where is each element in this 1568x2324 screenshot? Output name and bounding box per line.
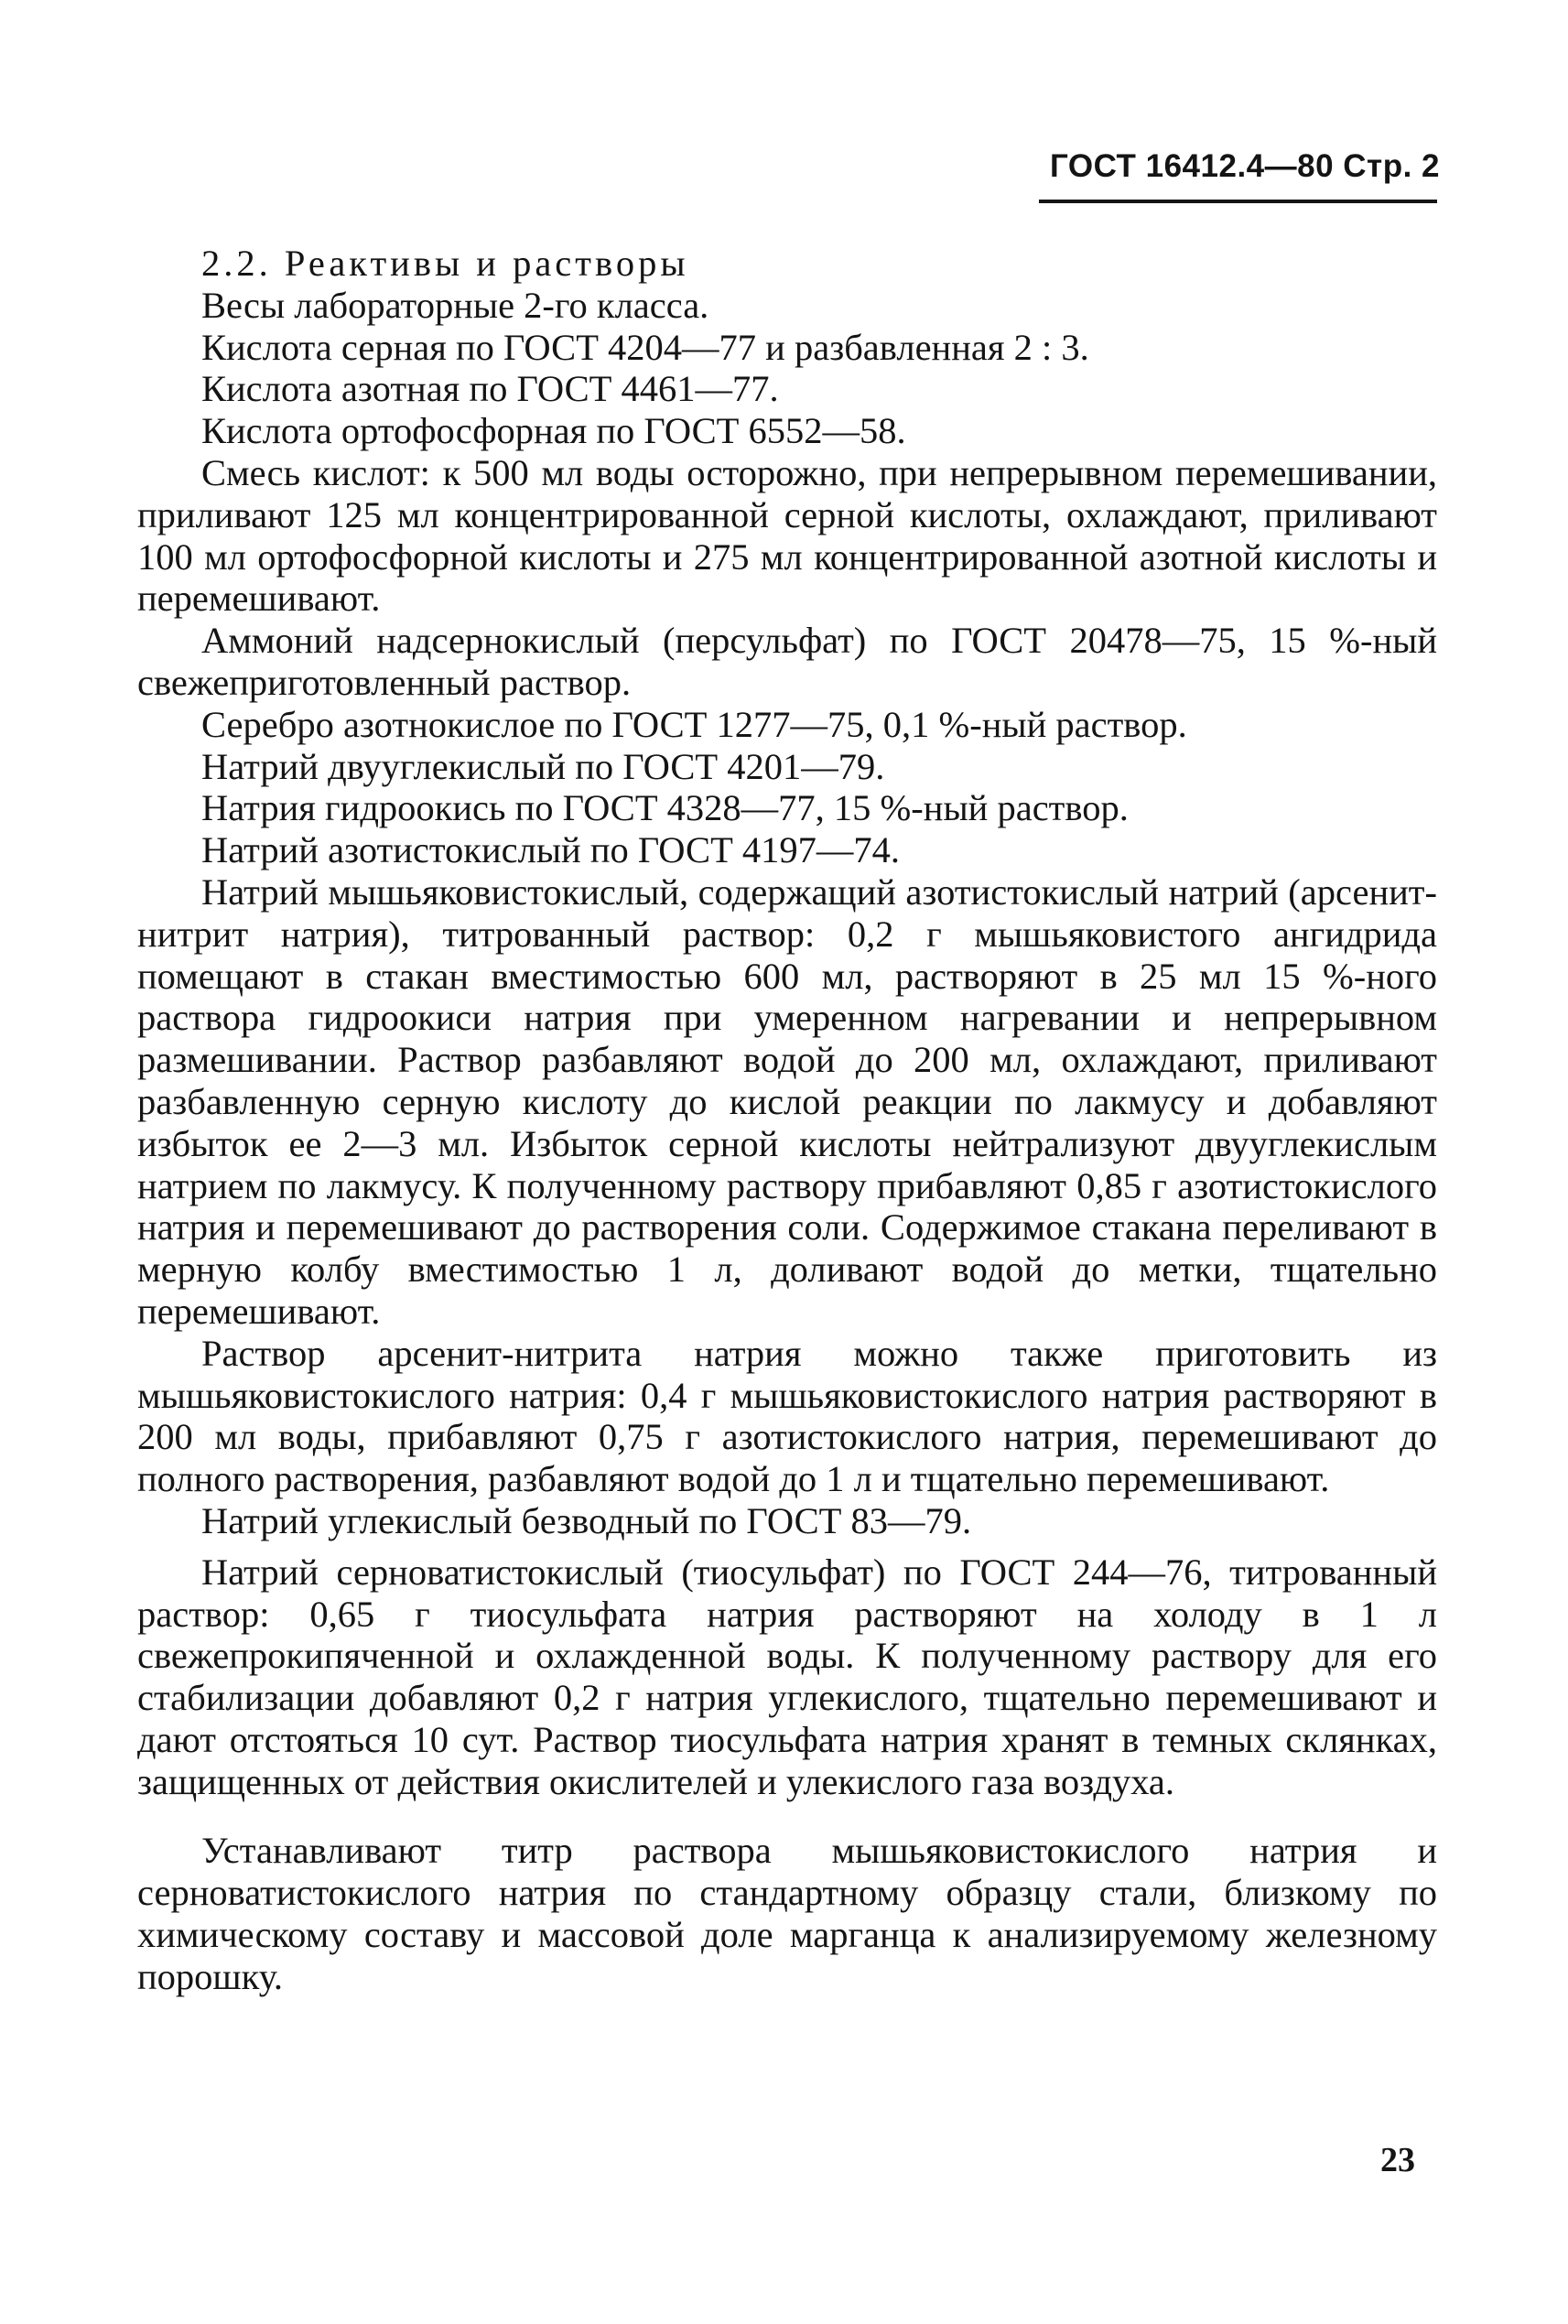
paragraph-acid-mixture: Смесь кислот: к 500 мл воды осторожно, при непрерывном перемешивании, приливают 125 мл концентрированной серной кислоты, охлаждают, приливают 100 мл ортофосфорной кислоты и 275 мл концентрированной азотной кислоты и перемешивают. — [137, 451, 1437, 620]
paragraph-nitric-acid: Кислота азотная по ГОСТ 4461—77. — [201, 368, 779, 410]
page-number: 23 — [1380, 2141, 1415, 2179]
paragraph-sodium-nitrite: Натрий азотистокислый по ГОСТ 4197—74. — [201, 829, 901, 871]
paragraph-phosphoric-acid: Кислота ортофосфорная по ГОСТ 6552—58. — [201, 410, 906, 452]
paragraph-sodium-carbonate: Натрий углекислый безводный по ГОСТ 83—79. — [201, 1499, 972, 1541]
paragraph-sodium-arsenite: Натрий мышьяковистокислый, содержащий азотистокислый натрий (арсенит-нитрит натрия), титрованный раствор: 0,2 г мышьяковистого ангидрида помещают в стакан вместимостью 600 мл, растворяют в 25 мл 15 %-ного раствора гидроокиси натрия при умеренном нагревании и непрерывном размешивании. Раствор разбавляют водой до 200 мл, охлаждают, приливают разбавленную серную кислоту до кислой реакции по лакмусу и добавляют избыток ее 2—3 мл. Избыток серной кислоты нейтрализуют двууглекислым натрием по лакмусу. К полученному раствору прибавляют 0,85 г азотистокислого натрия и перемешивают до растворения соли. Содержимое стакана переливают в мерную колбу вместимостью 1 л, доливают водой до метки, тщательно перемешивают. — [137, 870, 1437, 1332]
paragraph-silver-nitrate: Серебро азотнокислое по ГОСТ 1277—75, 0,1 %-ный раствор. — [201, 703, 1187, 745]
running-header: ГОСТ 16412.4—80 Стр. 2 — [1050, 148, 1440, 184]
paragraph-titer-determination: Устанавливают титр раствора мышьяковистокислого натрия и серноватистокислого натрия по стандартному образцу стали, близкому по химическому составу и массовой доле марганца к анализируемому железному порошку. — [137, 1830, 1437, 1997]
paragraph-arsenite-alternative: Раствор арсенит-нитрита натрия можно также приготовить из мышьяковистокислого натрия: 0,4 г мышьяковистокислого натрия растворяют в 200 мл воды, прибавляют 0,75 г азотистокислого натрия, перемешивают до полного растворения, разбавляют водой до 1 л и тщательно перемешивают. — [137, 1332, 1437, 1500]
paragraph-sodium-bicarbonate: Натрий двууглекислый по ГОСТ 4201—79. — [201, 745, 885, 787]
document-body — [137, 243, 1437, 1998]
paragraph-scales: Весы лабораторные 2-го класса. — [201, 284, 709, 326]
paragraph-ammonium-persulfate: Аммоний надсернокислый (персульфат) по ГОСТ 20478—75, 15 %-ный свежеприготовленный раствор. — [137, 620, 1437, 703]
paragraph-sodium-thiosulfate: Натрий серноватистокислый (тиосульфат) по ГОСТ 244—76, титрованный раствор: 0,65 г тиосульфата натрия растворяют на холоду в 1 л свежепрокипяченной и охлажденной воды. К полученному раствору для его стабилизации добавляют 0,2 г натрия углекислого, тщательно перемешивают и дают отстояться 10 сут. Раствор тиосульфата натрия хранят в темных склянках, защищенных от действия окислителей и улекислого газа воздуха. — [137, 1551, 1437, 1802]
paragraph-sulfuric-acid: Кислота серная по ГОСТ 4204—77 и разбавленная 2 : 3. — [201, 326, 1089, 368]
header-rule — [1039, 200, 1437, 203]
section-heading: 2.2. Реактивы и растворы — [201, 243, 689, 284]
paragraph-sodium-hydroxide: Натрия гидроокись по ГОСТ 4328—77, 15 %-ный раствор. — [201, 787, 1129, 829]
